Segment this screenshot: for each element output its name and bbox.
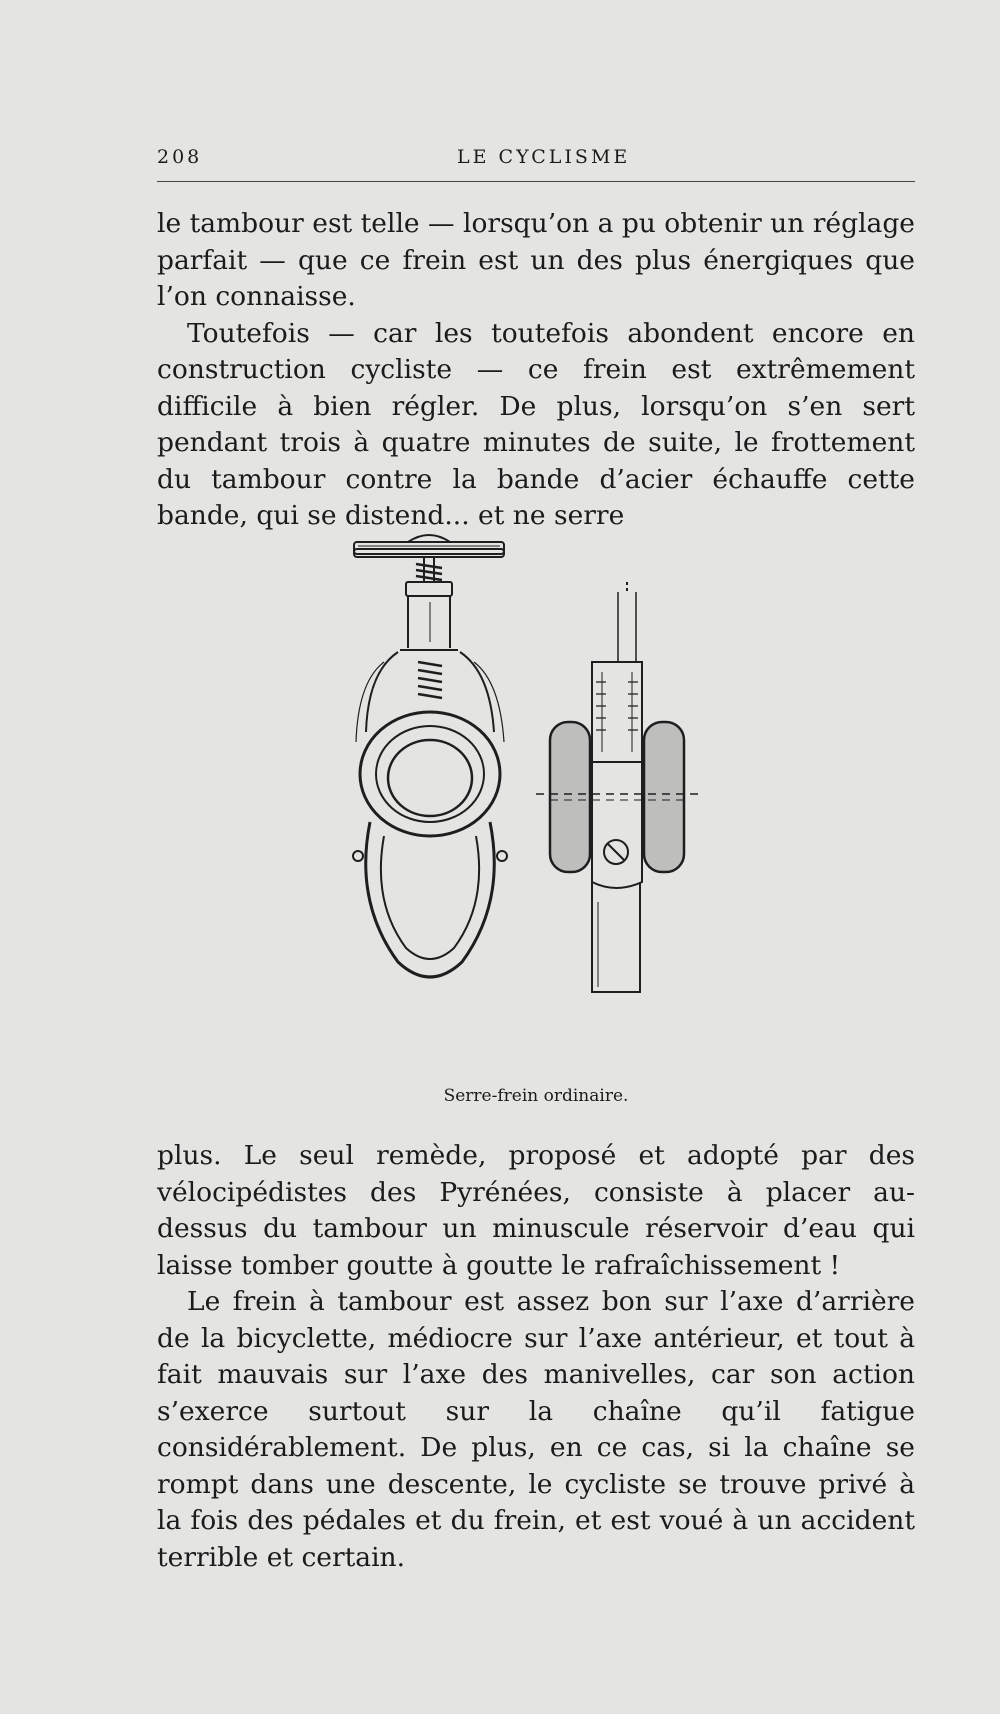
running-header: [157, 146, 915, 172]
paragraph: plus. Le seul remède, proposé et adopté par des vélocipédistes des Pyrénées, consiste à placer au-dessus du tambour un minuscule réservoir d’eau qui laisse tomber goutte à goutte le rafraîchissement !: [157, 1140, 915, 1281]
paragraph: Toutefois — car les toutefois abondent encore en construction cycliste — ce frein est extrêmement difficile à bien régler. De plus, lorsqu’on s’en sert pendant trois à quatre minutes de suite, le frottement du tambour contre la bande d’acier échauffe cette bande, qui se distend... et ne serre: [157, 317, 915, 531]
page-number: 208: [157, 146, 203, 168]
running-title: LE CYCLISME: [457, 146, 631, 168]
paragraph: le tambour est telle — lorsqu’on a pu obtenir un réglage parfait — que ce frein est un des plus énergiques que l’on connaisse.: [157, 208, 915, 312]
paragraph: Le frein à tambour est assez bon sur l’axe d’arrière de la bicyclette, médiocre sur l’axe antérieur, et tout à fait mauvais sur l’axe des manivelles, car son action s’exerce surtout sur la chaîne qu’il fatigue considérablement. De plus, en ce cas, si la chaîne se rompt dans une descente, le cycliste se trouve privé à la fois des pédales et du frein, et est voué à un accident terrible et certain.: [157, 1286, 915, 1573]
text-block-top: [157, 206, 915, 535]
text-block-bottom: [157, 1138, 915, 1576]
header-rule: [157, 181, 915, 182]
brake-clamp-engraving: [340, 522, 740, 1082]
brake-illustration: [340, 522, 740, 1082]
figure-caption: Serre-frein ordinaire.: [443, 1086, 629, 1106]
